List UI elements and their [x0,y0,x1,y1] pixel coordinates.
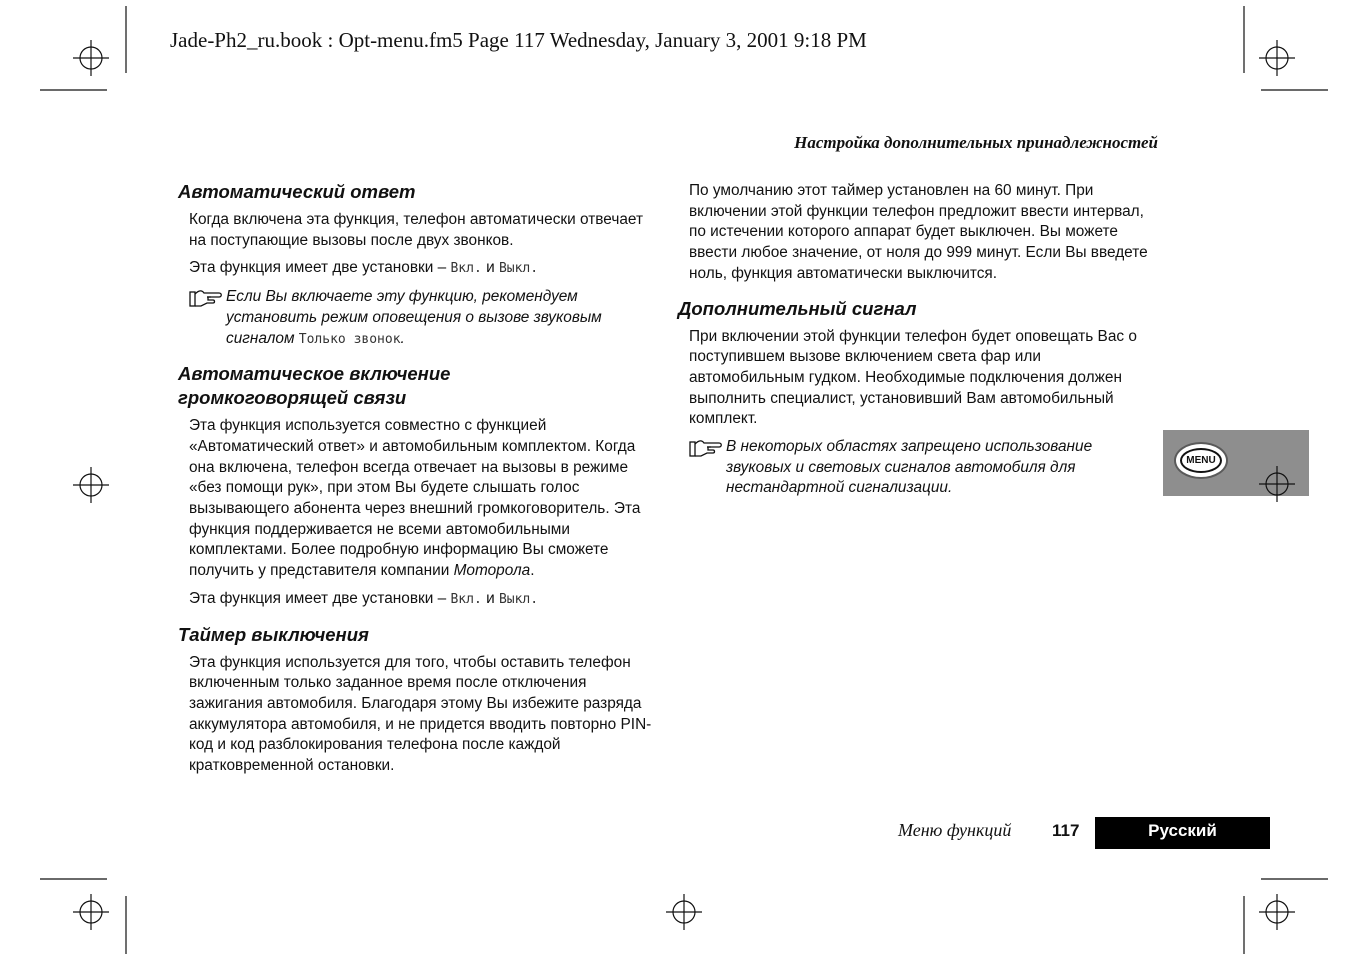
settings-line [189,258,658,280]
paragraph-end: . [530,562,535,580]
right-column [678,181,1158,508]
settings-text: Эта функция имеет две установки – [189,259,451,277]
running-head: Настройка дополнительных принадлежностей [794,133,1158,152]
paragraph: Эта функция используется для того, чтобы оставить телефон включенным только заданное время после отключения зажигания автомобиля. Благодаря этому Вы избежите разряда аккумулятора автомобиля, и не придется вводить повторно PIN-код и код разблокирования телефона после каждой кратковременной остановки. [189,653,652,775]
note [189,287,658,350]
settings-text: Эта функция имеет две установки – [189,589,451,607]
option-on: Вкл. [450,261,482,277]
note-text [226,287,658,350]
page-number: 117 [1052,821,1080,840]
footer-section-title: Меню функций [898,820,1012,840]
note-main: Если Вы включаете эту функцию, рекомендуем установить режим оповещения о вызове звуковым сигналом [226,288,602,347]
option-on: Вкл. [450,591,482,607]
section-title: Таймер выключения [178,623,369,645]
pointing-hand-icon [189,287,226,350]
option-off: Выкл. [498,591,539,607]
option-off: Выкл. [498,261,539,277]
paragraph: По умолчанию этот таймер установлен на 60 минут. При включении этой функции телефон предложит ввести интервал, по истечении которого аппарат будет выключен. Вы можете ввести любое значение, от ноля до 999 минут. Если Вы введете ноль, функция автоматически выключится. [689,182,1148,282]
left-column [178,180,658,784]
paragraph: При включении этой функции телефон будет оповещать Вас о поступившем вызове включением света фар или автомобильным гудком. Необходимые подключения должен выполнить специалист, установивший Вам автомобильный комплект. [689,327,1137,428]
and-text: и [481,589,499,607]
brand-name: Моторола [453,562,531,580]
section-auto-answer [178,180,658,350]
print-header: Jade-Ph2_ru.book : Opt-menu.fm5 Page 117 Wednesday, January 3, 2001 9:18 PM [170,28,867,52]
title-line-2: громкоговорящей связи [178,387,407,409]
note-end: . [400,329,405,347]
title-line-1: Автоматическое включение [178,363,451,385]
paragraph [189,416,658,582]
note-text: В некоторых областях запрещено использование звуковых и световых сигналов автомобиля для нестандартной сигнализации. [726,438,1093,497]
menu-key-label: MENU [1180,448,1222,473]
and-text: и [481,259,499,277]
menu-thumb-tab [1163,430,1309,496]
menu-key-icon [1176,444,1226,477]
registration-target-icon [1259,466,1295,502]
section-auto-handsfree [178,362,658,610]
language-tab: Русский [1095,817,1270,849]
note [689,437,1158,499]
paragraph: Когда включена эта функция, телефон автоматически отвечает на поступающие вызовы после двух звонков. [189,211,644,249]
section-extra-signal [678,297,1158,500]
section-title: Автоматический ответ [178,181,416,202]
section-title: Дополнительный сигнал [678,297,917,319]
settings-line [189,589,658,611]
pointing-hand-icon [689,437,726,499]
section-off-timer [178,623,658,777]
section-title [178,362,658,410]
ring-only-option: Только звонок [298,331,401,347]
paragraph-main: Эта функция используется совместно с функцией «Автоматический ответ» и автомобильным комплектом. Когда она включена, телефон всегда отвечает на вызовы в режиме «без помощи рук», при этом Вы будете слышать голос вызывающего абонента через внешний громкоговоритель. Эта функция поддерживается не всеми автомобильными комплектами. Более подробную информацию Вы сможете получить у представителя компании [189,417,641,580]
